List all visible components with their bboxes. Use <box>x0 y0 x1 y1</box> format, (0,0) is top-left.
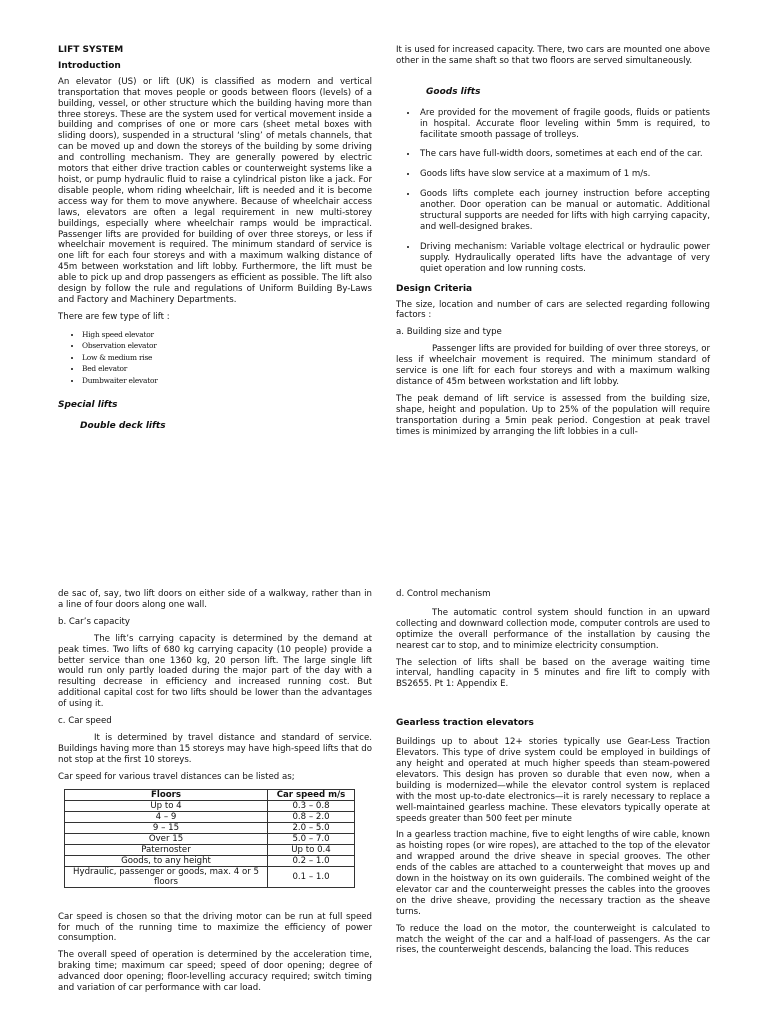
car-speed-heading: c. Car speed <box>58 716 112 727</box>
list-item: • Bed elevator <box>82 363 372 375</box>
car-speed-paragraph: It is determined by travel distance and standard of service. Buildings having more than 15 storeys may have high-speed lifts that do not stop at the first 10 storeys. <box>58 732 372 765</box>
control-mechanism-paragraph-2: The selection of lifts shall be based on the average waiting time interval, handling capacity in 5 minutes and fire lift to comply with BS2655. Pt 1: Appendix E. <box>396 657 710 690</box>
car-speed-table <box>64 789 355 888</box>
list-item: • Goods lifts have slow service at a maximum of 1 m/s. <box>418 169 710 180</box>
table-cell-speed: 0.3 – 0.8 <box>268 800 355 811</box>
column-3 <box>58 589 372 1000</box>
document-title: LIFT SYSTEM <box>58 45 124 55</box>
table-cell-floors: Hydraulic, passenger or goods, max. 4 or 5 floors <box>65 866 268 887</box>
cars-capacity-heading: b. Car’s capacity <box>58 616 130 627</box>
gearless-paragraph-1: Buildings up to about 12+ stories typically use Gear-Less Traction Elevators. This type of drive system could be employed in buildings of any height and operated at much higher speeds than steam-powered elevators. This design has proven so durable that even now, when a building is modernized—while the elevator control system is replaced with the most up-to-date electronics—it is rarely necessary to replace a well-maintained gearless machine. These elevators typically operate at speeds greater than 500 feet per minute <box>396 737 710 824</box>
column-4 <box>396 589 710 962</box>
table-cell-speed: 0.1 – 1.0 <box>268 866 355 887</box>
table-header-speed: Car speed m/s <box>268 789 355 800</box>
gearless-paragraph-3: To reduce the load on the motor, the counterweight is calculated to match the weight of the car and a half-load of passengers. As the car rises, the counterweight descends, balancing the load. This reduces <box>396 923 710 956</box>
table-cell-floors: Paternoster <box>65 844 268 855</box>
table-row <box>65 811 355 822</box>
list-item: • Observation elevator <box>82 340 372 352</box>
control-mechanism-paragraph-1: The automatic control system should function in an upward collecting and downward collection mode, computer controls are used to optimize the overall performance of the installation by causing the nearest car to stop, and to minimize electricity consumption. <box>396 607 710 651</box>
table-row <box>65 833 355 844</box>
speed-paragraph-2: The overall speed of operation is determined by the acceleration time, braking time; maximum car speed; speed of door opening; degree of advanced door opening; floor-levelling accuracy required; switch timing and variation of car performance with car load. <box>58 950 372 994</box>
building-size-heading: a. Building size and type <box>396 327 502 338</box>
list-item: • High speed elevator <box>82 329 372 341</box>
building-size-paragraph-1: Passenger lifts are provided for building of over three storeys, or less if wheelchair movement is required. The minimum standard of service is one lift for each four storeys and with a maximum walking distance of 45m between workstation and lift lobby. <box>396 344 710 387</box>
gearless-heading: Gearless traction elevators <box>396 718 534 729</box>
table-cell-speed: Up to 0.4 <box>268 844 355 855</box>
list-item: • Dumbwaiter elevator <box>82 375 372 387</box>
table-cell-speed: 5.0 – 7.0 <box>268 833 355 844</box>
table-cell-floors: Over 15 <box>65 833 268 844</box>
cars-capacity-paragraph: The lift’s carrying capacity is determined by the demand at peak times. Two lifts of 680 kg carrying capacity (10 people) provide a better service than one 1360 kg, 20 person lift. The large single lift would run only partly loaded during the major part of the day with a resulting decrease in efficiency and increased running cost. But additional capital cost for two lifts should be lower than the advantages of using it. <box>58 633 372 710</box>
speed-table-intro: Car speed for various travel distances can be listed as; <box>58 771 295 782</box>
continued-paragraph: de sac of, say, two lift doors on either side of a walkway, rather than in a line of four doors along one wall. <box>58 589 372 610</box>
table-cell-speed: 0.2 – 1.0 <box>268 855 355 866</box>
column-2 <box>396 45 710 443</box>
list-item: • Are provided for the movement of fragile goods, fluids or patients in hospital. Accurate floor leveling within 5mm is required, to facilitate smooth passage of trolleys. <box>418 108 710 141</box>
table-row <box>65 800 355 811</box>
table-header-floors: Floors <box>65 789 268 800</box>
gearless-paragraph-2: In a gearless traction machine, five to eight lengths of wire cable, known as hoisting ropes (or wire ropes), are attached to the top of the elevator and wrapped around the drive sheave in special grooves. The other ends of the cables are attached to a counterweight that moves up and down in the hoistway on its own guiderails. The combined weight of the elevator car and the counterweight presses the cables into the grooves on the drive sheave, providing the necessary traction as the sheave turns. <box>396 830 710 917</box>
design-criteria-intro: The size, location and number of cars are selected regarding following factors : <box>396 299 710 321</box>
speed-paragraph-1: Car speed is chosen so that the driving motor can be run at full speed for much of the running time to maximize the efficiency of power consumption. <box>58 911 372 944</box>
special-lifts-heading: Special lifts <box>58 400 118 411</box>
table-row <box>65 844 355 855</box>
lift-types-list <box>58 329 372 387</box>
table-cell-floors: 9 – 15 <box>65 822 268 833</box>
double-deck-paragraph: It is used for increased capacity. There, two cars are mounted one above other in the same shaft so that two floors are served simultaneously. <box>396 45 710 66</box>
table-cell-speed: 0.8 – 2.0 <box>268 811 355 822</box>
list-item: • Driving mechanism: Variable voltage electrical or hydraulic power supply. Hydraulically operated lifts have the advantage of very quiet operation and low running costs. <box>418 242 710 275</box>
introduction-paragraph: An elevator (US) or lift (UK) is classified as modern and vertical transportation that moves people or goods between floors (levels) of a building, vessel, or other structure which the building having more than three storeys. These are the system used for vertical movement inside a building and comprises of one or more cars (sheet metal boxes with sliding doors), suspended in a structural ‘sling’ of metals channels, that can be moved up and down the storeys of the building by some driving and controlling mechanism. They are generally powered by electric motors that either drive traction cables or counterweight systems like a hoist, or pump hydraulic fluid to raise a cylindrical piston like a jack. For disable people, whom riding wheelchair, lift is needed and it is become access way for them to move anywhere. Because of wheelchair access laws, elevators are often a legal requirement in new multi-storey buildings, especially where wheelchair ramps would be impractical. Passenger lifts are provided for building of over three storeys, or less if wheelchair movement is required. The minimum standard of service is one lift for each four storeys and with a maximum walking distance of 45m between workstation and lift lobby. Furthermore, the lift must be able to pick up and drop passengers as efficient as possible. The lift also design by follow the rule and regulations of Uniform Building By-Laws and Factory and Machinery Departments. <box>58 76 372 305</box>
list-item: • Low & medium rise <box>82 352 372 364</box>
lift-types-intro: There are few type of lift : <box>58 311 170 322</box>
control-mechanism-heading: d. Control mechanism <box>396 589 491 599</box>
column-1 <box>58 45 372 432</box>
design-criteria-heading: Design Criteria <box>396 283 473 294</box>
goods-lifts-list <box>396 108 710 275</box>
list-item: • Goods lifts complete each journey instruction before accepting another. Door operation can be manual or automatic. Additional structural supports are needed for lifts with high carrying capacity, and well-designed brakes. <box>418 189 710 233</box>
table-cell-floors: 4 – 9 <box>65 811 268 822</box>
table-row <box>65 822 355 833</box>
table-cell-floors: Goods, to any height <box>65 855 268 866</box>
table-cell-speed: 2.0 – 5.0 <box>268 822 355 833</box>
introduction-heading: Introduction <box>58 60 121 71</box>
table-cell-floors: Up to 4 <box>65 800 268 811</box>
table-row <box>65 866 355 887</box>
goods-lifts-heading: Goods lifts <box>426 86 481 97</box>
table-row <box>65 855 355 866</box>
table-header-row <box>65 789 355 800</box>
building-size-paragraph-2: The peak demand of lift service is assessed from the building size, shape, height and population. Up to 25% of the population will require transportation during a 5min peak period. Congestion at peak travel times is minimized by arranging the lift lobbies in a cull- <box>396 393 710 437</box>
list-item: • The cars have full-width doors, sometimes at each end of the car. <box>418 149 710 160</box>
double-deck-heading: Double deck lifts <box>80 421 166 432</box>
